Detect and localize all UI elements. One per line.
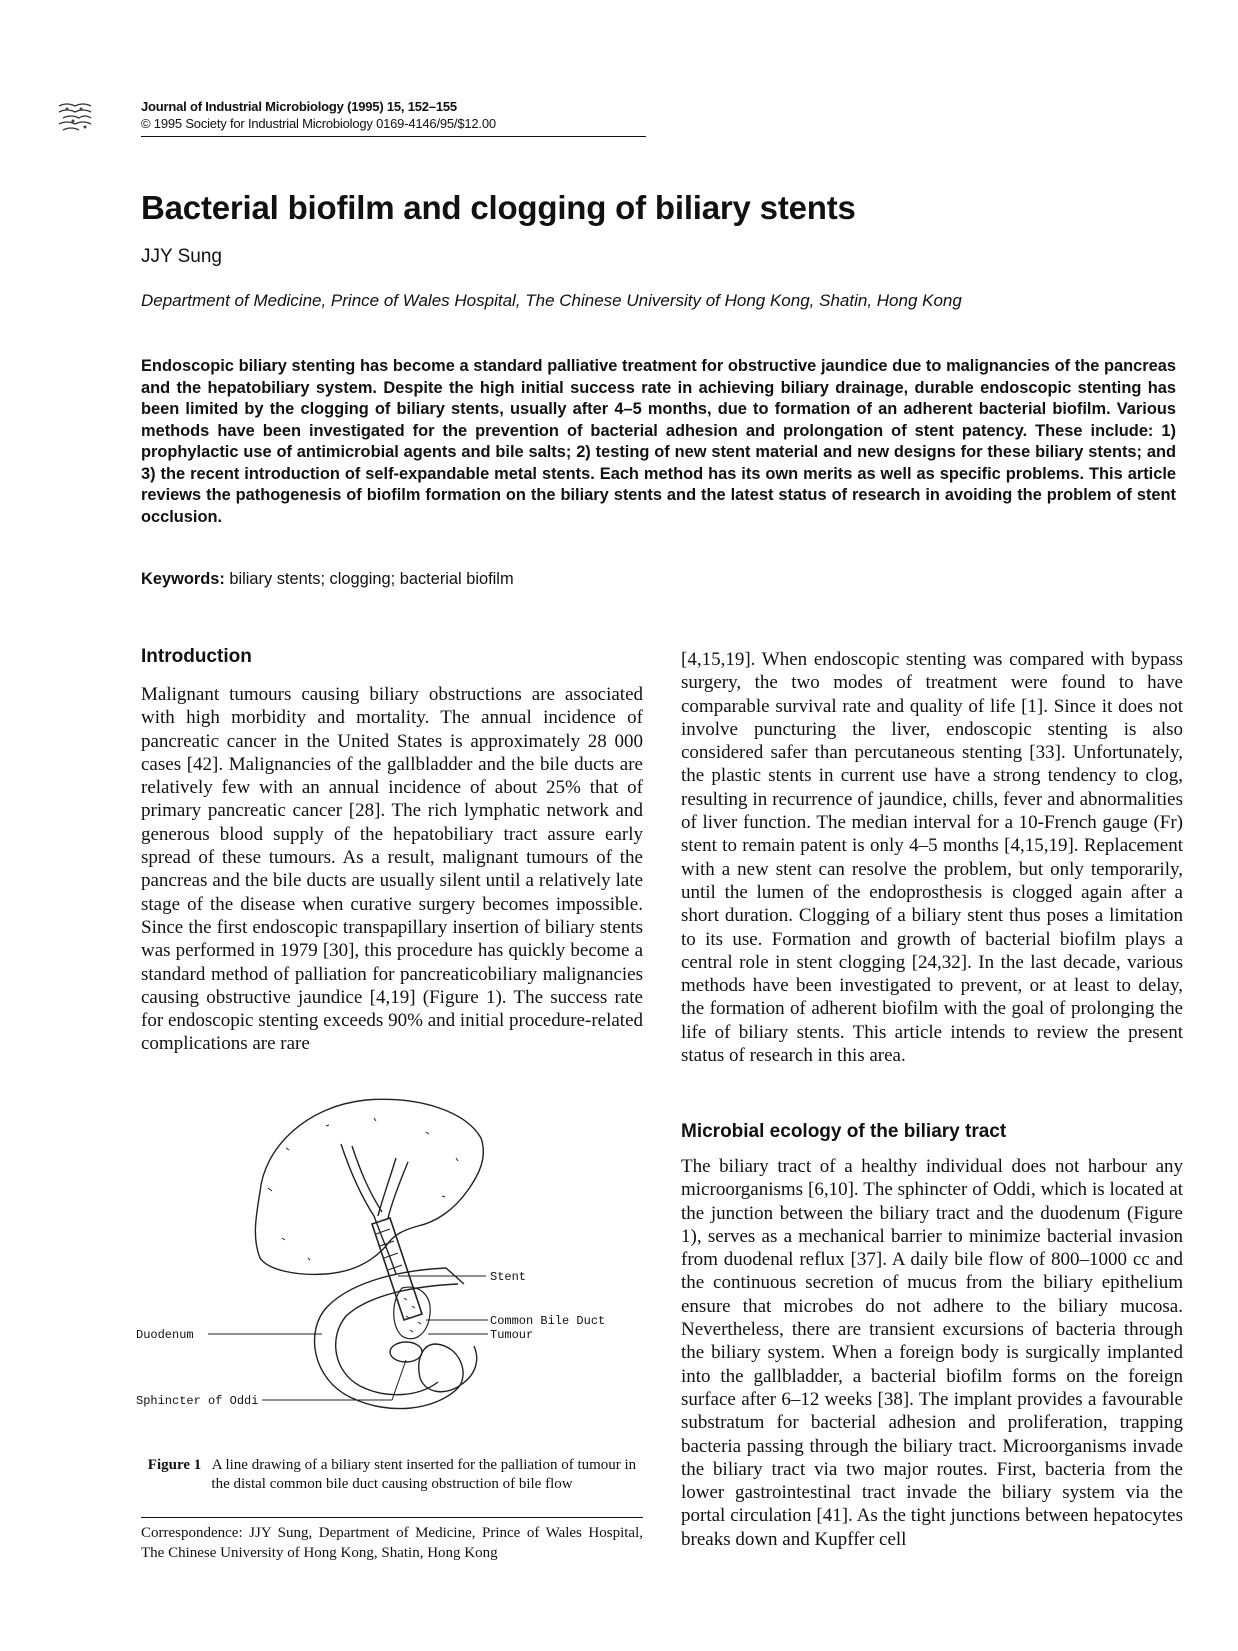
introduction-paragraph-1: Malignant tumours causing biliary obstructions are associated with high morbidity and mortality. The annual incidence of pancreatic cancer in the United States is approximately 28 000 cases [42]. Malignancies of the gallbladder and the bile ducts are relatively few with an annual incidence of about 25% that of primary pancreatic cancer [28]. The rich lymphatic network and generous blood supply of the hepatobiliary tract assure early spread of these tumours. As a result, malignant tumours of the pancreas and the bile ducts are usually silent until a relatively late stage of the disease when curative surgery becomes impossible. Since the first endoscopic transpapillary insertion of biliary stents was performed in 1979 [30], this procedure has quickly become a standard method of palliation for pancreaticobiliary malignancies causing obstructive jaundice [4,19] (Figure 1). The success rate for endoscopic stenting exceeds 90% and initial procedure-related complications are rare — [141, 684, 643, 1055]
duodenum-outline — [315, 1268, 464, 1409]
journal-citation: Journal of Industrial Microbiology (1995) 15, 152–155 — [141, 99, 457, 114]
correspondence-note: Correspondence: JJY Sung, Department of Medicine, Prince of Wales Hospital, The Chinese University of Hong Kong, Shatin, Hong Kong — [141, 1525, 643, 1561]
keywords — [141, 570, 514, 589]
section-heading-microbial-ecology: Microbial ecology of the biliary tract — [681, 1121, 1007, 1142]
sphincter-outline — [390, 1342, 422, 1362]
society-logo-icon — [55, 100, 95, 134]
figure-caption-label: Figure 1 — [147, 1457, 202, 1473]
microbial-ecology-paragraph: The biliary tract of a healthy individual does not harbour any microorganisms [6,10]. The sphincter of Oddi, which is located at the junction between the biliary tract and the duodenum (Figure 1), serves as a mechanical barrier to minimize bacterial invasion from duodenal reflux [37]. A daily bile flow of 800–1000 cc and the continuous secretion of mucus from the biliary epithelium ensure that microbes do not adhere to the biliary mucosa. Nevertheless, there are transient excursions of bacteria through the biliary system. When a foreign body is surgically implanted into the gallbladder, a bacterial biofilm forms on the foreign surface after 6–12 weeks [38]. The implant provides a favourable substratum for bacterial adhesion and proliferation, trapping bacteria passing through the biliary tract. Microorganisms invade the biliary tract via two major routes. First, bacteria from the lower gastrointestinal tract invade the biliary system via the portal circulation [41]. As the tight junctions between hepatocytes breaks down and Kupffer cell — [681, 1156, 1183, 1550]
label-sphincter: Sphincter of Oddi — [136, 1394, 259, 1408]
journal-header — [141, 98, 646, 132]
figure-caption — [141, 1456, 643, 1494]
section-heading-introduction: Introduction — [141, 646, 252, 667]
liver-outline — [255, 1099, 483, 1274]
author: JJY Sung — [141, 246, 222, 267]
label-duodenum: Duodenum — [136, 1328, 194, 1342]
header-divider — [141, 136, 646, 137]
affiliation: Department of Medicine, Prince of Wales Hospital, The Chinese University of Hong Kong, Shatin, Hong Kong — [141, 291, 962, 310]
journal-copyright: © 1995 Society for Industrial Microbiology 0169-4146/95/$12.00 — [141, 116, 496, 131]
label-stent: Stent — [490, 1270, 527, 1284]
correspondence-divider — [141, 1517, 643, 1518]
article-title: Bacterial biofilm and clogging of biliary stents — [141, 189, 856, 226]
hepatic-ducts — [341, 1144, 396, 1274]
keywords-value: biliary stents; clogging; bacterial biofilm — [229, 570, 514, 588]
keywords-label: Keywords: — [141, 570, 225, 588]
label-tumour: Tumour — [490, 1328, 534, 1342]
introduction-paragraph-2: [4,15,19]. When endoscopic stenting was compared with bypass surgery, the two modes of treatment were found to have comparable survival rate and quality of life [1]. Since it does not involve puncturing the liver, endoscopic stenting is also considered safer than percutaneous stenting [33]. Unfortunately, the plastic stents in current use have a strong tendency to clog, resulting in recurrence of jaundice, chills, fever and abnormalities of liver function. The median interval for a 10-French gauge (Fr) stent to remain patent is only 4–5 months [4,15,19]. Replacement with a new stent can resolve the problem, but only temporarily, until the lumen of the endoprosthesis is clogged again after a short duration. Clogging of a biliary stent thus poses a limitation to its use. Formation and growth of bacterial biofilm plays a central role in stent clogging [24,32]. In the last decade, various methods have been investigated to prevent, or at least to delay, the formation of adherent biofilm with the goal of prolonging the life of biliary stents. This article intends to review the present status of research in this area. — [681, 649, 1183, 1067]
figure-1-drawing — [136, 1098, 646, 1438]
figure-caption-text: A line drawing of a biliary stent inserted for the palliation of tumour in the distal common bile duct causing obstruction of bile flow — [211, 1457, 637, 1492]
label-common-bile-duct: Common Bile Duct — [490, 1314, 606, 1328]
abstract: Endoscopic biliary stenting has become a standard palliative treatment for obstructive jaundice due to malignancies of the pancreas and the hepatobiliary system. Despite the high initial success rate in achieving biliary drainage, durable endoscopic stenting has been limited by the clogging of biliary stents, usually after 4–5 months, due to formation of an adherent bacterial biofilm. Various methods have been investigated for the prevention of bacterial adhesion and prolongation of stent patency. These include: 1) prophylactic use of antimicrobial agents and bile salts; 2) testing of new stent material and new designs for these biliary stents; and 3) the recent introduction of self-expandable metal stents. Each method has its own merits as well as specific problems. This article reviews the pathogenesis of biofilm formation on the biliary stents and the latest status of research in avoiding the problem of stent occlusion. — [141, 357, 1176, 526]
